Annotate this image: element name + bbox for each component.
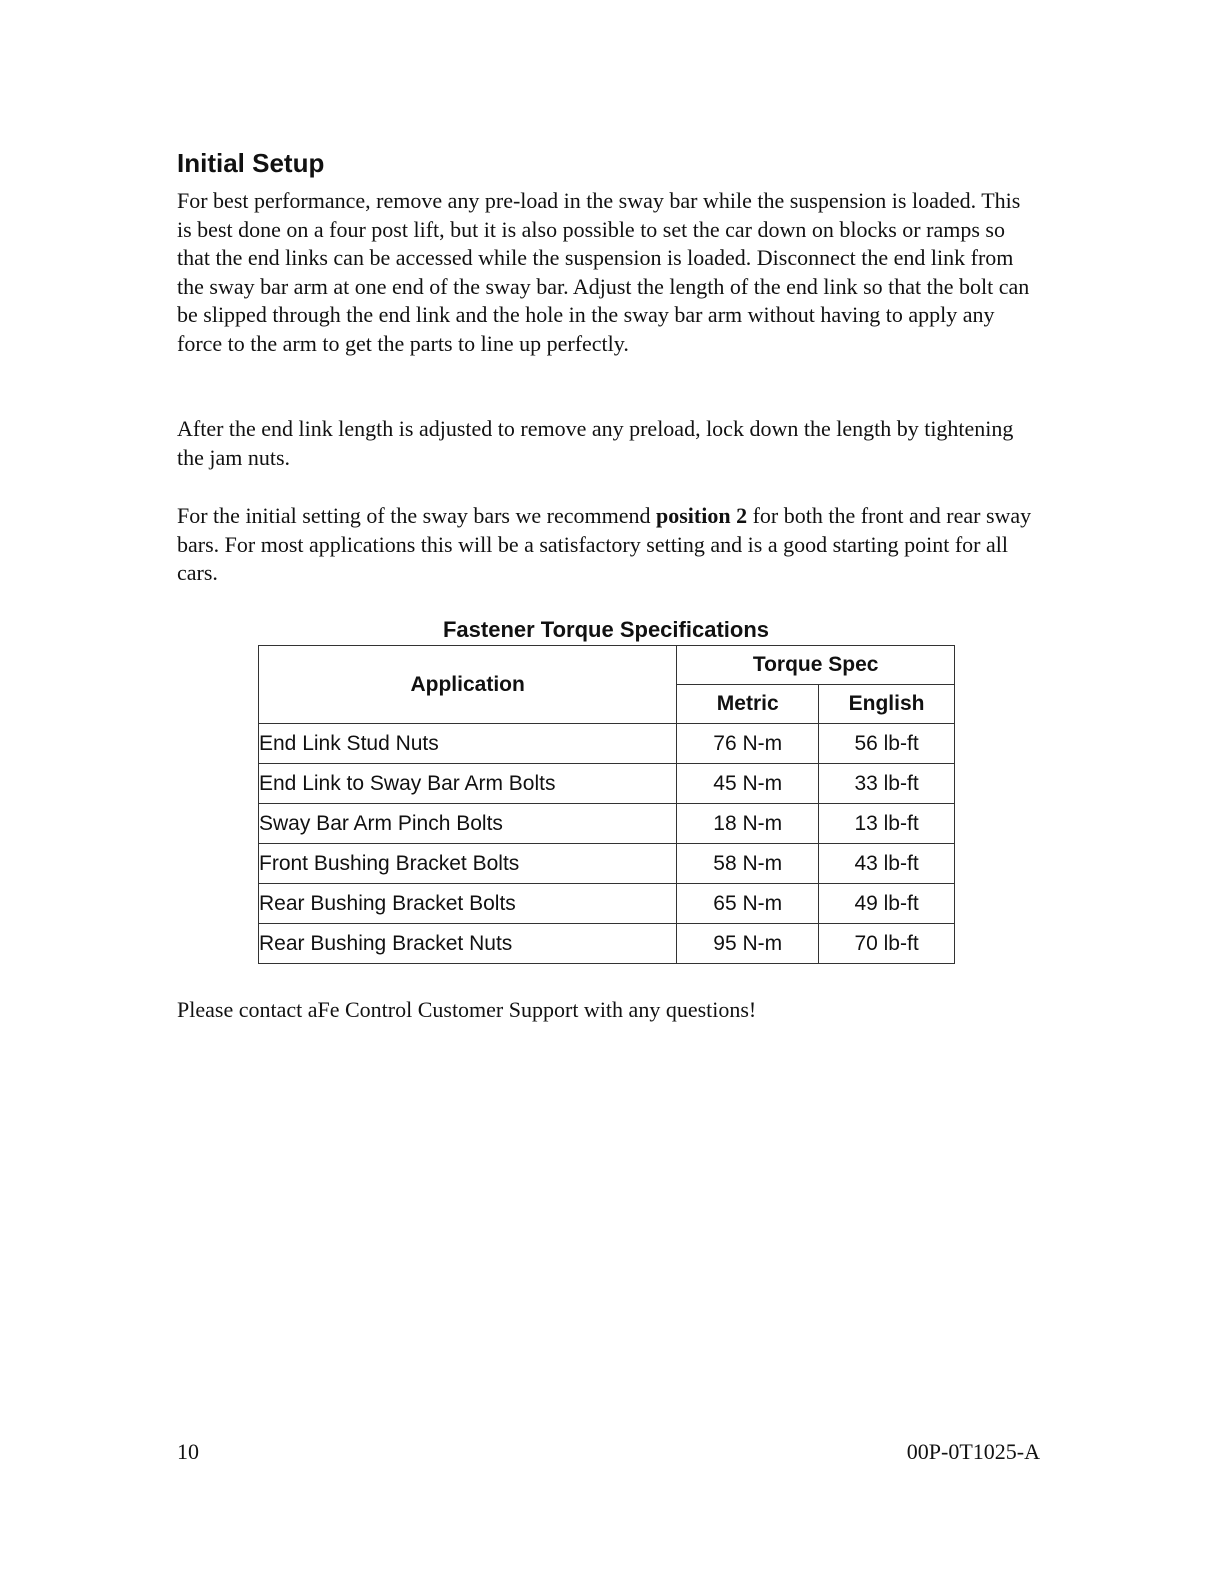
header-torque-spec: Torque Spec — [677, 646, 955, 685]
table-row — [259, 924, 955, 964]
table-header-row — [259, 646, 955, 685]
header-metric: Metric — [677, 685, 819, 724]
header-application: Application — [259, 646, 677, 724]
cell-english: 56 lb-ft — [819, 724, 955, 764]
cell-application: Front Bushing Bracket Bolts — [259, 844, 677, 884]
cell-english: 13 lb-ft — [819, 804, 955, 844]
cell-metric: 65 N-m — [677, 884, 819, 924]
cell-application: Sway Bar Arm Pinch Bolts — [259, 804, 677, 844]
cell-application: Rear Bushing Bracket Bolts — [259, 884, 677, 924]
paragraph-preload: For best performance, remove any pre-load in the sway bar while the suspension is loaded. This is best done on a four post lift, but it is also possible to set the car down on blocks or ramps so that the end links can be accessed while the suspension is loaded. Disconnect the end link from the sway bar arm at one end of the sway bar. Adjust the length of the end link so that the bolt can be slipped through the end link and the hole in the sway bar arm without having to apply any force to the arm to get the parts to line up perfectly. — [177, 188, 1030, 356]
header-english: English — [819, 685, 955, 724]
cell-metric: 76 N-m — [677, 724, 819, 764]
cell-application: End Link Stud Nuts — [259, 724, 677, 764]
cell-metric: 95 N-m — [677, 924, 819, 964]
cell-english: 43 lb-ft — [819, 844, 955, 884]
cell-metric: 45 N-m — [677, 764, 819, 804]
cell-metric: 18 N-m — [677, 804, 819, 844]
paragraph-jam-nuts: After the end link length is adjusted to remove any preload, lock down the length by tightening the jam nuts. — [177, 416, 1014, 470]
cell-application: End Link to Sway Bar Arm Bolts — [259, 764, 677, 804]
paragraph-initial-setting-text-a: For the initial setting of the sway bars we recommend — [177, 503, 656, 528]
document-code: 00P-0T1025-A — [906, 1439, 1040, 1464]
paragraph-initial-setting-text-b: for both the front and rear sway bars. For most applications this will be a satisfactory setting and is a good starting point for all cars. — [177, 503, 1032, 586]
recommended-position: position 2 — [656, 503, 748, 528]
table-row — [259, 884, 955, 924]
cell-english: 33 lb-ft — [819, 764, 955, 804]
table-row — [259, 724, 955, 764]
page-number: 10 — [177, 1439, 199, 1464]
cell-application: Rear Bushing Bracket Nuts — [259, 924, 677, 964]
table-title: Fastener Torque Specifications — [442, 617, 769, 642]
table-row — [259, 804, 955, 844]
torque-spec-table — [258, 645, 955, 964]
section-heading: Initial Setup — [177, 148, 325, 178]
cell-metric: 58 N-m — [677, 844, 819, 884]
paragraph-support-contact: Please contact aFe Control Customer Support with any questions! — [177, 997, 757, 1022]
paragraph-initial-setting — [177, 502, 1037, 588]
cell-english: 70 lb-ft — [819, 924, 955, 964]
cell-english: 49 lb-ft — [819, 884, 955, 924]
table-row — [259, 844, 955, 884]
table-row — [259, 764, 955, 804]
